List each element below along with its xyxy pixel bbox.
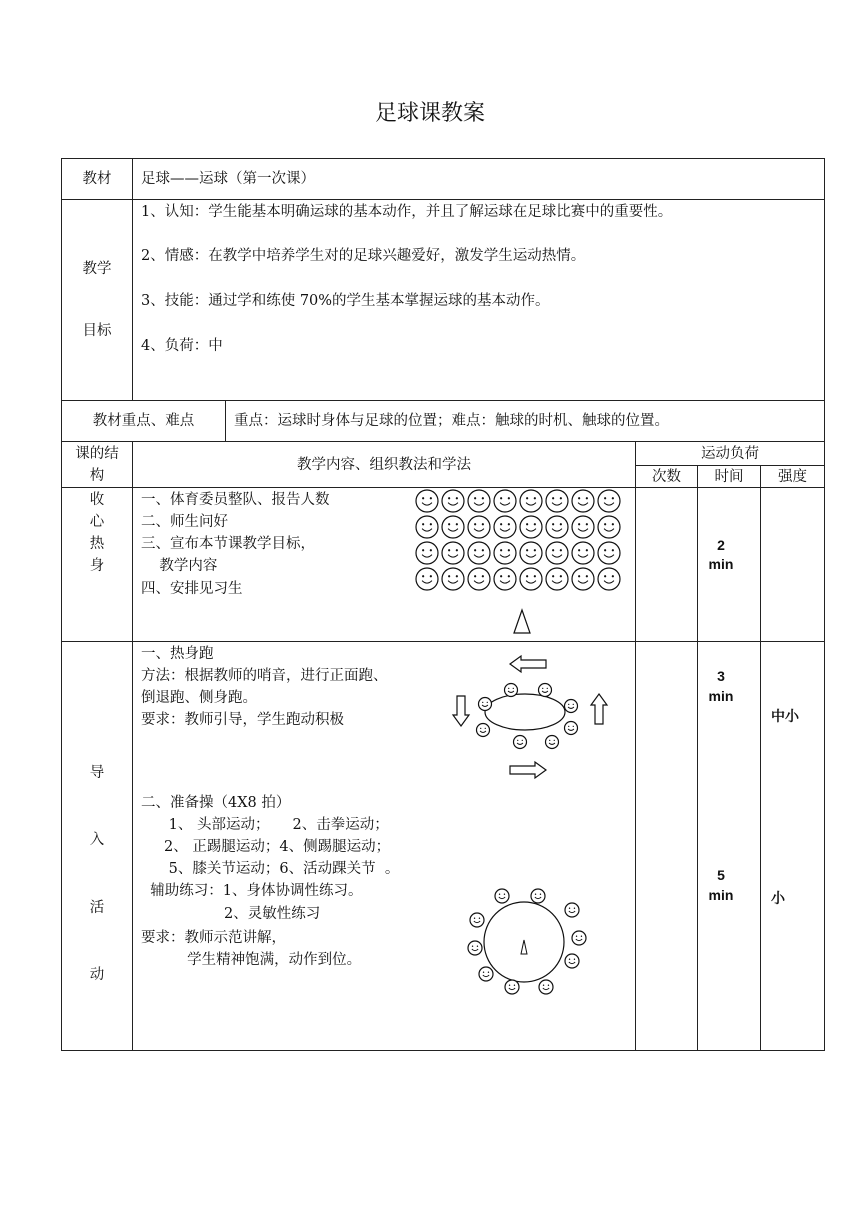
objective-item: 4、负荷：中 — [141, 338, 223, 354]
smiley-icon — [442, 516, 464, 538]
smiley-icon — [494, 490, 516, 512]
smiley-icon — [416, 542, 438, 564]
smiley-icon — [494, 516, 516, 538]
material-label: 教材 — [82, 171, 112, 187]
smiley-icon — [416, 516, 438, 538]
objectives-label: 教学 — [82, 261, 112, 277]
smiley-icon — [494, 568, 516, 590]
objective-item: 1、认知：学生能基本明确运球的基本动作，并且了解运球在足球比赛中的重要性。 — [141, 204, 673, 220]
arrow-left-icon — [510, 656, 546, 672]
exercise-line: 1、 头部运动； 2、击拳运动； — [141, 817, 389, 833]
key-points-value: 重点：运球时身体与足球的位置；难点：触球的时机、触球的位置。 — [234, 413, 669, 429]
material-value: 足球——运球（第一次课） — [141, 171, 315, 187]
smiley-icon — [470, 913, 484, 927]
section1-time-unit: min — [708, 556, 734, 572]
smiley-icon — [520, 490, 542, 512]
smiley-icon — [565, 700, 578, 713]
smiley-icon — [468, 542, 490, 564]
time2-unit: min — [708, 887, 734, 903]
smiley-icon — [572, 516, 594, 538]
smiley-icon — [565, 903, 579, 917]
header-count: 次数 — [652, 469, 681, 485]
student-formation-grid — [410, 488, 630, 638]
smiley-icon — [468, 516, 490, 538]
smiley-icon — [442, 568, 464, 590]
smiley-icon — [514, 736, 527, 749]
smiley-icon — [546, 568, 568, 590]
smiley-icon — [598, 542, 620, 564]
time1-value: 3 — [717, 668, 725, 684]
smiley-icon — [572, 931, 586, 945]
smiley-icon — [572, 542, 594, 564]
smiley-icon — [598, 516, 620, 538]
smiley-icon — [539, 980, 553, 994]
section1-line: 一、体育委员整队、报告人数 — [141, 492, 330, 508]
warmup-line: 一、热身跑 — [141, 646, 214, 662]
smiley-icon — [565, 722, 578, 735]
smiley-icon — [479, 967, 493, 981]
smiley-icon — [520, 542, 542, 564]
smiley-icon — [520, 568, 542, 590]
smiley-icon — [477, 724, 490, 737]
section1-time-value: 2 — [717, 537, 725, 553]
warmup-line: 方法：根据教师的哨音，进行正面跑、 — [141, 668, 388, 684]
section2-label-char: 活 — [89, 900, 105, 916]
exercise-line: 学生精神饱满，动作到位。 — [141, 952, 362, 968]
section2-label-char: 入 — [89, 832, 105, 848]
teacher-triangle-icon — [514, 610, 530, 633]
section2-label-char: 动 — [89, 967, 105, 983]
smiley-icon — [442, 490, 464, 512]
time2-value: 5 — [717, 867, 725, 883]
intensity2: 小 — [771, 890, 785, 906]
section1-line: 教学内容 — [141, 558, 218, 574]
exercise-line: 二、准备操（4X8 拍） — [141, 795, 291, 811]
warmup-line: 要求：教师引导，学生跑动积极 — [141, 712, 344, 728]
exercise-line: 要求：教师示范讲解， — [141, 930, 286, 946]
header-content: 教学内容、组织教法和学法 — [297, 457, 471, 473]
key-points-label: 教材重点、难点 — [92, 413, 195, 429]
smiley-icon — [495, 889, 509, 903]
exercise-line: 辅助练习：1、身体协调性练习。 — [141, 883, 363, 899]
smiley-icon — [572, 490, 594, 512]
smiley-icon — [598, 568, 620, 590]
section1-label-char: 身 — [89, 558, 105, 574]
smiley-icon — [494, 542, 516, 564]
smiley-icon — [572, 568, 594, 590]
section1-line: 二、师生问好 — [141, 514, 228, 530]
page-title: 足球课教案 — [374, 101, 485, 126]
section1-line: 三、宣布本节课教学目标， — [141, 536, 315, 552]
header-time: 时间 — [714, 469, 744, 485]
running-track — [485, 694, 565, 730]
smiley-icon — [520, 516, 542, 538]
smiley-icon — [416, 568, 438, 590]
exercise-line: 2、灵敏性练习 — [141, 906, 321, 922]
arrow-down-icon — [453, 696, 469, 726]
smiley-icon — [539, 684, 552, 697]
section1-label-char: 收 — [89, 492, 105, 508]
arrow-up-icon — [591, 694, 607, 724]
smiley-icon — [546, 542, 568, 564]
smiley-icon — [505, 980, 519, 994]
header-load: 运动负荷 — [701, 446, 759, 462]
smiley-icon — [442, 542, 464, 564]
exercise-circle-diagram — [460, 882, 600, 1002]
exercise-line: 5、膝关节运动；6、活动踝关节 。 — [141, 861, 400, 877]
objective-item: 3、技能：通过学和练使 70%的学生基本掌握运球的基本动作。 — [141, 293, 550, 309]
header-intensity: 强度 — [778, 469, 807, 485]
section1-line: 四、安排见习生 — [141, 581, 243, 597]
smiley-icon — [468, 941, 482, 955]
time1-unit: min — [708, 688, 734, 704]
smiley-icon — [468, 568, 490, 590]
smiley-icon — [479, 698, 492, 711]
section2-label-char: 导 — [89, 765, 105, 781]
warmup-line: 倒退跑、侧身跑。 — [141, 690, 257, 706]
arrow-right-icon — [510, 762, 546, 778]
smiley-icon — [531, 889, 545, 903]
header-structure: 课的结 — [75, 446, 119, 462]
exercise-line: 2、 正踢腿运动；4、侧踢腿运动； — [141, 839, 391, 855]
objective-item: 2、情感：在教学中培养学生对的足球兴趣爱好，激发学生运动热情。 — [141, 248, 586, 264]
objectives-label-2: 目标 — [82, 323, 112, 339]
section1-label-char: 热 — [89, 536, 105, 552]
smiley-icon — [468, 490, 490, 512]
smiley-icon — [546, 490, 568, 512]
smiley-icon — [505, 684, 518, 697]
smiley-icon — [546, 516, 568, 538]
intensity1: 中小 — [771, 708, 799, 724]
section1-label-char: 心 — [89, 514, 105, 530]
smiley-icon — [598, 490, 620, 512]
warmup-run-diagram — [440, 650, 620, 785]
smiley-icon — [565, 954, 579, 968]
header-structure-2: 构 — [89, 468, 105, 484]
smiley-icon — [416, 490, 438, 512]
smiley-icon — [546, 736, 559, 749]
